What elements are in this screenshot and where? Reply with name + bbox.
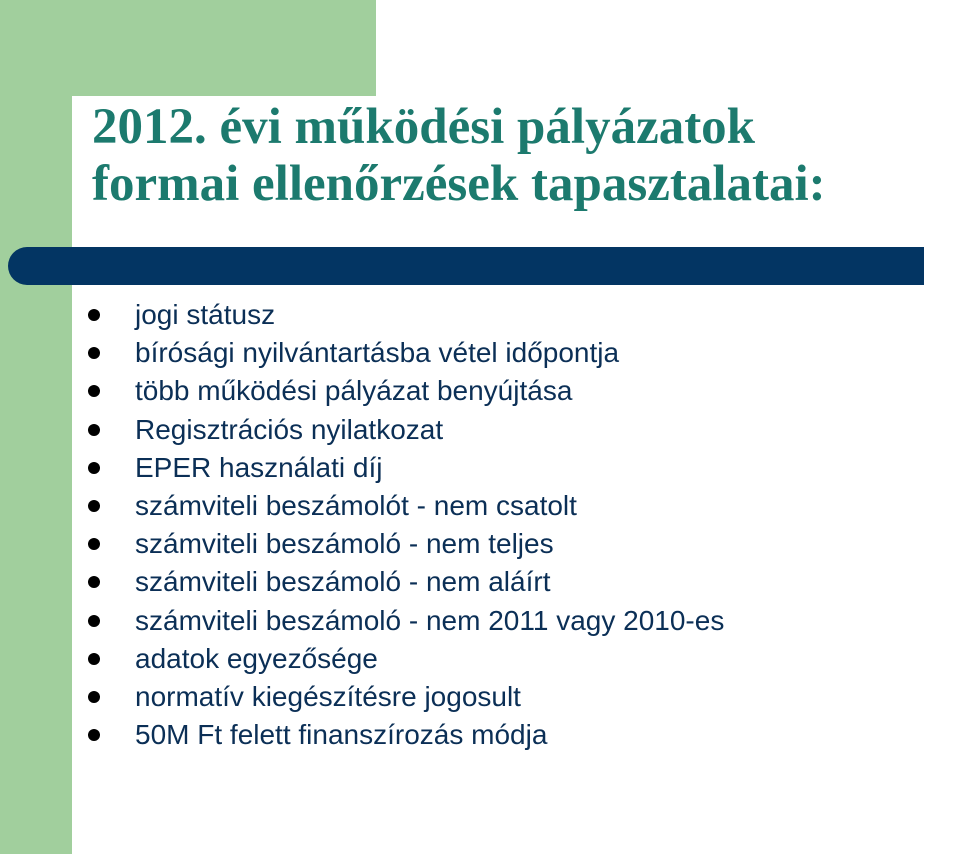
- bullet-item: [86, 716, 946, 754]
- bullet-text: számviteli beszámoló - nem aláírt: [135, 566, 551, 598]
- bullet-dot-icon: [88, 653, 100, 665]
- bullet-dot-icon: [88, 500, 100, 512]
- bullet-text: bírósági nyilvántartásba vétel időpontja: [135, 337, 620, 369]
- title-line-2: formai ellenőrzések tapasztalatai:: [92, 156, 826, 212]
- bullet-dot-icon: [88, 615, 100, 627]
- bullet-dot-icon: [88, 729, 100, 741]
- bullet-dot-icon: [88, 691, 100, 703]
- bullet-text: számviteli beszámolót - nem csatolt: [135, 489, 577, 521]
- bullet-text: számviteli beszámoló - nem teljes: [135, 528, 554, 560]
- bullet-item: [86, 449, 946, 487]
- green-top-band: [0, 0, 376, 96]
- bullet-item: [86, 640, 946, 678]
- slide-title: [92, 99, 958, 213]
- bullet-dot-icon: [88, 424, 100, 436]
- bullet-dot-icon: [88, 347, 100, 359]
- bullet-text: 50M Ft felett finanszírozás módja: [135, 719, 548, 751]
- bullet-dot-icon: [88, 576, 100, 588]
- bullet-item: [86, 602, 946, 640]
- bullet-list: [86, 296, 946, 754]
- bullet-item: [86, 334, 946, 372]
- bullet-text: adatok egyezősége: [135, 642, 378, 674]
- title-line-1: 2012. évi működési pályázatok: [92, 99, 756, 155]
- bullet-text: normatív kiegészítésre jogosult: [135, 680, 521, 712]
- bullet-text: számviteli beszámoló - nem 2011 vagy 2010-es: [135, 604, 725, 636]
- bullet-dot-icon: [88, 385, 100, 397]
- bullet-item: [86, 678, 946, 716]
- bullet-item: [86, 487, 946, 525]
- bullet-text: EPER használati díj: [135, 451, 383, 483]
- bullet-dot-icon: [88, 538, 100, 550]
- green-side-band: [0, 0, 72, 854]
- bullet-dot-icon: [88, 309, 100, 321]
- bullet-item: [86, 411, 946, 449]
- bullet-item: [86, 525, 946, 563]
- title-divider: [8, 247, 924, 285]
- bullet-item: [86, 296, 946, 334]
- bullet-item: [86, 372, 946, 410]
- bullet-text: jogi státusz: [135, 299, 276, 330]
- bullet-dot-icon: [88, 462, 100, 474]
- bullet-text: Regisztrációs nyilatkozat: [135, 413, 444, 445]
- bullet-text: több működési pályázat benyújtása: [135, 375, 573, 407]
- bullet-item: [86, 563, 946, 601]
